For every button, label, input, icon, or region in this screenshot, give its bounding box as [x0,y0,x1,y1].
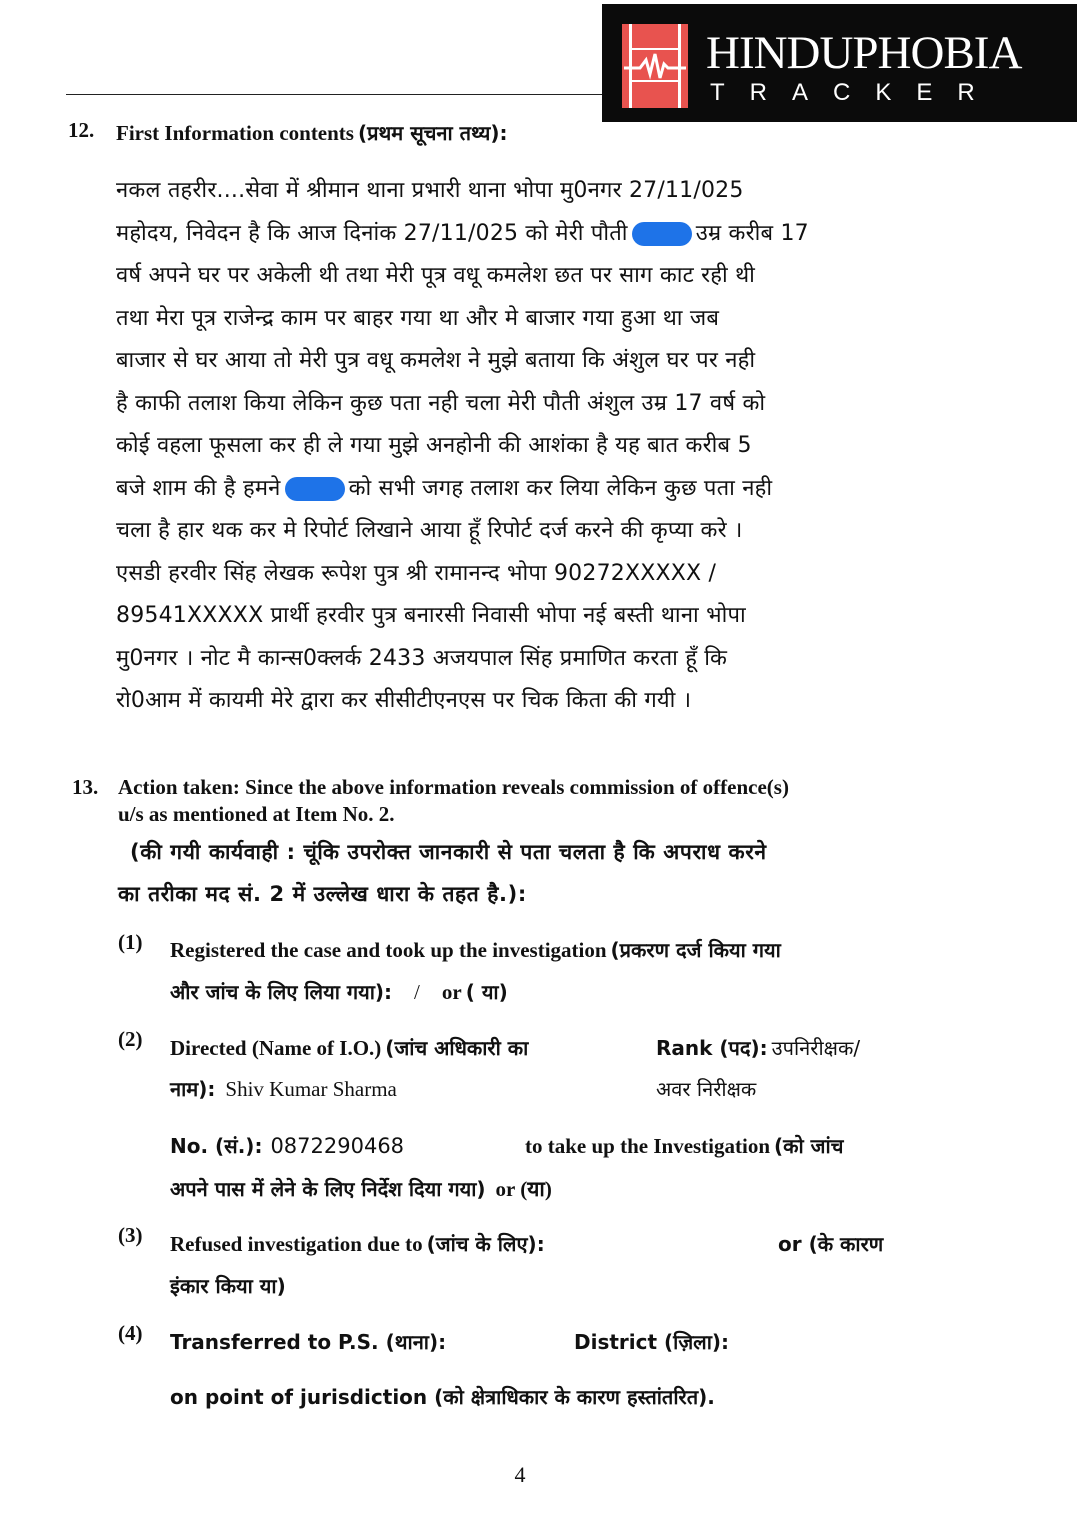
section-13-title-line2: u/s as mentioned at Item No. 2. [118,802,395,826]
fir-line [116,213,1016,256]
fir-line-text: मु0नगर । नोट मै कान्स0क्लर्क 2433 अजयपाल सिंह प्रमाणित करता हूँ कि [116,645,728,671]
fir-line [116,255,1016,298]
item-2-directed [170,1034,528,1061]
rank-label: Rank (पद): [656,1036,768,1060]
no-value: 0872290468 [270,1134,405,1158]
jurisdiction-line: on point of jurisdiction (को क्षेत्राधिकार के कारण हस्तांतरित). [170,1385,715,1409]
item-2-name-row [170,1075,397,1102]
fir-line-text: बाजार से घर आया तो मेरी पुत्र वधू कमलेश ने मुझे बताया कि अंशुल घर पर नही [116,348,756,373]
redaction-mark [632,222,692,246]
refused-en: Refused investigation due to [170,1232,423,1256]
item-2-take-up [525,1132,843,1159]
fir-line [116,340,1016,383]
fir-line [116,170,1016,213]
section-12-title [116,119,508,146]
watermark-logo [602,4,1077,122]
fir-line [116,425,1016,468]
take-up-hi1: (को जांच [774,1134,844,1158]
fir-line-text-after: को सभी जगह तलाश कर लिया लेकिन कुछ पता नही [348,475,773,501]
fir-line [116,510,1016,553]
item-3-number: (3) [118,1223,143,1247]
item-2-directed-hi: (जांच अधिकारी का [385,1036,529,1060]
redaction-mark [285,477,345,501]
section-13-number: 13. [72,775,99,799]
take-up-hi2: अपने पास में लेने के लिए निर्देश दिया गया) [170,1177,486,1201]
ecg-heartbeat-icon [622,24,688,108]
fir-line-text: 89541XXXXX प्रार्थी हरवीर पुत्र बनारसी निवासी भोपा नई बस्ती थाना भोपा [116,603,746,628]
rank-value-line2: अवर निरीक्षक [656,1077,757,1101]
page-number: 4 [514,1462,526,1487]
fir-line-text: है काफी तलाश किया लेकिन कुछ पता नही चला मेरी पौती अंशुल उम्र 17 वर्ष को [116,390,766,416]
fir-line-text: एसडी हरवीर सिंह लेखक रूपेश पुत्र श्री रामानन्द भोपा 90272XXXXX / [116,560,717,586]
item-3-or [778,1230,883,1257]
item-3-line2: इंकार किया या) [170,1274,286,1298]
item-1-ya: ( या) [465,980,508,1004]
io-name: Shiv Kumar Sharma [225,1077,397,1101]
fir-line-text-after: उम्र करीब 17 [695,220,809,246]
fir-line [116,638,1016,681]
fir-contents [116,170,1016,723]
fir-line-text: वर्ष अपने घर पर अकेली थी तथा मेरी पूत्र वधू कमलेश छत पर साग काट रही थी [116,263,756,288]
fir-line-text: महोदय, निवेदन है कि आज दिनांक 27/11/025 को मेरी पौती [116,220,628,246]
section-12-title-hi: (प्रथम सूचना तथ्य): [357,121,508,145]
fir-line-text: चला है हार थक कर मे रिपोर्ट लिखाने आया हूँ रिपोर्ट दर्ज करने की कृप्या करे । [116,518,743,543]
section-13-hindi-line1: (की गयी कार्यवाही : चूंकि उपरोक्त जानकारी से पता चलता है कि अपराध करने [130,840,767,864]
item-2-take-up-line2 [170,1175,552,1203]
district-label: District (ज़िला): [574,1330,730,1354]
item-1-or: or [441,980,462,1004]
fir-line-text: कोई वहला फूसला कर ही ले गया मुझे अनहोनी की आशंका है यह बात करीब 5 [116,433,752,458]
item-2-name-label: नाम): [170,1077,216,1101]
item-4-number: (4) [118,1321,143,1345]
item-3-or-label: or (के कारण [778,1232,884,1256]
watermark-title: HINDUPHOBIA [706,27,1022,79]
item-1-number: (1) [118,930,143,954]
section-13-hindi-line2: का तरीका मद सं. 2 में उल्लेख धारा के तहत है.): [118,882,527,906]
item-1-line2 [170,978,508,1005]
item-1-registered-en: Registered the case and took up the investigation [170,938,607,962]
top-rule [66,94,606,95]
fir-line [116,680,1016,723]
fir-line-text: रो0आम में कायमी मेरे द्वारा कर सीसीटीएनएस पर चिक किता की गयी । [116,688,692,713]
item-2-number: (2) [118,1027,143,1051]
item-1-line1 [170,936,781,963]
fir-line [116,553,1016,596]
fir-line-text: तथा मेरा पूत्र राजेन्द्र काम पर बाहर गया था और मे बाजार गया हुआ था जब [116,305,720,331]
transferred-label: Transferred to P.S. (थाना): [170,1330,447,1354]
item-2-number-row [170,1132,404,1159]
fir-line [116,468,1016,511]
no-label: No. (सं.): [170,1134,263,1158]
item-1-taken-hi: और जांच के लिए लिया गया): [170,980,393,1004]
section-12-number: 12. [68,118,95,142]
item-3-line1 [170,1230,545,1257]
item-2-directed-en: Directed (Name of I.O.) [170,1036,382,1060]
take-up-en: to take up the Investigation [525,1134,771,1158]
fir-line [116,595,1016,638]
fir-line-text: नकल तहरीर....सेवा में श्रीमान थाना प्रभारी थाना भोपा मु0नगर 27/11/025 [116,178,744,203]
watermark-subtitle: TRACKER [710,79,1000,106]
take-up-or: or (या) [495,1177,552,1201]
item-1-slash: / [414,980,420,1004]
item-1-registered-hi: (प्रकरण दर्ज किया गया [610,938,781,962]
section-12-title-en: First Information contents [116,121,354,145]
section-13-title-line1: Action taken: Since the above information reveals commission of offence(s) [118,775,789,799]
fir-line [116,383,1016,426]
fir-line [116,298,1016,341]
refused-hi: (जांच के लिए): [426,1232,545,1256]
fir-line-text: बजे शाम की है हमने [116,475,281,501]
item-2-rank [656,1034,860,1061]
rank-value-line1: उपनिरीक्षक/ [771,1036,861,1060]
